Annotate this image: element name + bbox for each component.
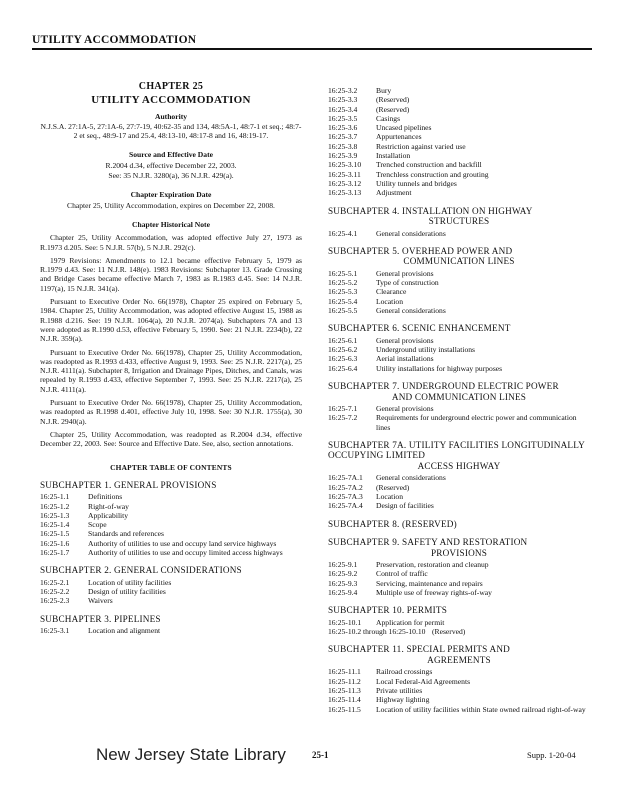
- section-title: Private utilities: [376, 685, 423, 695]
- toc-entry[interactable]: [328, 560, 590, 569]
- section-number: 16:25-6.2: [328, 345, 358, 355]
- section-title: Design of utility facilities: [88, 587, 166, 597]
- section-title: Local Federal-Aid Agreements: [376, 676, 471, 686]
- toc-entry[interactable]: [328, 364, 590, 373]
- source-text-1: R.2004 d.34, effective December 22, 2003.: [105, 160, 237, 170]
- toc-entry[interactable]: [40, 548, 302, 557]
- subchapter-title: SUBCHAPTER 10. PERMITS: [328, 605, 448, 616]
- toc-entry[interactable]: [328, 287, 590, 296]
- section-title: Location: [376, 492, 403, 502]
- section-title: Control of traffic: [376, 569, 428, 579]
- toc-entry[interactable]: [328, 677, 590, 686]
- toc-entry[interactable]: [40, 626, 302, 635]
- section-title: (Reserved): [376, 95, 410, 105]
- section-title: Servicing, maintenance and repairs: [376, 578, 483, 588]
- authority-text: N.J.S.A. 27:1A-5, 27:1A-6, 27:7-19, 40:62-35 and 134, 48:5A-1, 48:7-1 et seq.; 48:7-2 et seq., 48:9-17 and 25.4, 48:13-10, 48:17-8 and 16, 48:19-17.: [40, 121, 302, 141]
- toc-entry[interactable]: [328, 188, 590, 197]
- section-number: 16:25-7A.1: [328, 473, 363, 483]
- section-number: 16:25-9.4: [328, 588, 358, 597]
- subchapter-heading: [328, 246, 590, 267]
- history-notes: [40, 233, 302, 448]
- section-title: Trenched construction and backfill: [376, 160, 482, 170]
- section-number: 16:25-11.1: [328, 667, 361, 677]
- section-number: 16:25-6.1: [328, 335, 358, 345]
- section-title: Type of construction: [376, 278, 439, 288]
- section-title: Requirements for underground electric power and communication lines: [376, 413, 577, 432]
- subchapter-title: SUBCHAPTER 11. SPECIAL PERMITS AND: [328, 644, 510, 655]
- section-number: 16:25-10.1: [328, 617, 362, 627]
- section-title: General considerations: [376, 473, 446, 483]
- section-number: 16:25-6.4: [328, 363, 358, 373]
- subchapter-title: SUBCHAPTER 5. OVERHEAD POWER AND: [328, 245, 513, 256]
- toc-entry[interactable]: [328, 705, 590, 714]
- section-number: 16:25-6.3: [328, 354, 358, 364]
- section-number: 16:25-11.2: [328, 676, 361, 686]
- section-title: Waivers: [88, 596, 113, 606]
- section-number: 16:25-3.11: [328, 169, 361, 179]
- toc-entry[interactable]: [40, 520, 302, 529]
- section-title: Aerial installations: [376, 354, 434, 364]
- expiration-heading: Chapter Expiration Date: [130, 190, 212, 200]
- toc-entry[interactable]: [40, 587, 302, 596]
- history-paragraph: Chapter 25, Utility Accommodation, was readopted as R.2004 d.34, effective December 22, 2003. See: Source and Effective Date. See, also, section annotations.: [40, 429, 302, 449]
- toc-entry[interactable]: [328, 473, 590, 482]
- section-number: 16:25-3.10: [328, 160, 362, 170]
- section-title: Underground utility installations: [376, 345, 475, 355]
- section-title: Restriction against varied use: [376, 141, 466, 151]
- section-number: 16:25-5.4: [328, 296, 358, 306]
- toc-entry[interactable]: [328, 229, 590, 238]
- toc-entry[interactable]: [40, 539, 302, 548]
- subchapter-title: SUBCHAPTER 4. INSTALLATION ON HIGHWAY: [328, 205, 533, 216]
- section-number: 16:25-9.2: [328, 569, 358, 579]
- section-title: Right-of-way: [88, 501, 129, 511]
- history-paragraph: Chapter 25, Utility Accommodation, was adopted effective July 27, 1973 as R.1973 d.205. See: 5 N.J.R. 57(b), 5 N.J.R. 292(c).: [40, 233, 302, 252]
- section-title: (Reserved): [376, 482, 410, 492]
- toc-entry[interactable]: [328, 95, 590, 104]
- section-number: 16:25-4.1: [328, 228, 358, 238]
- section-number: 16:25-3.6: [328, 123, 358, 133]
- section-title: Location of utility facilities within State owned railroad right-of-way: [376, 704, 586, 714]
- section-number: 16:25-5.1: [328, 268, 358, 278]
- section-number: 16:25-1.4: [40, 520, 70, 530]
- section-title: Preservation, restoration and cleanup: [376, 560, 489, 570]
- section-title: Clearance: [376, 287, 407, 297]
- section-title: Standards and references: [88, 529, 164, 539]
- section-number: 16:25-5.2: [328, 278, 358, 288]
- section-number: 16:25-3.2: [328, 86, 358, 95]
- subchapter-title: SUBCHAPTER 6. SCENIC ENHANCEMENT: [328, 323, 511, 334]
- toc-entry[interactable]: [328, 297, 590, 306]
- toc-entry[interactable]: [328, 345, 590, 354]
- subchapter-heading: [328, 537, 590, 558]
- subchapter-title-cont: COMMUNICATION LINES: [403, 256, 515, 267]
- toc-entry[interactable]: [328, 179, 590, 188]
- history-paragraph: Pursuant to Executive Order No. 66(1978), Chapter 25 expired on February 5, 1984. Chapter 25, Utility Accommodation, was adopted effective August 15, 1988 as R.1988 d.216. See: 19 N.J.R. 1064(a), 20 N.J.R. 2074(a). Subchapters 7A and 13 were adopted as R.1990 d.53, effective February 5, 1990. See: 21 N.J.R. 2234(b), 22 N.J.R. 359(a).: [40, 297, 302, 344]
- toc-entry[interactable]: [40, 511, 302, 520]
- section-number: 16:25-3.1: [40, 626, 70, 636]
- section-title: Definitions: [88, 492, 123, 502]
- section-number: 16:25-7A.3: [328, 492, 363, 502]
- toc-entry[interactable]: [328, 160, 590, 169]
- toc-entry[interactable]: [328, 306, 590, 315]
- toc-entry[interactable]: [328, 492, 590, 501]
- section-title: General considerations: [376, 306, 446, 316]
- subchapter-title-cont: PROVISIONS: [430, 547, 488, 558]
- section-number: 16:25-7A.2: [328, 482, 363, 492]
- toc-entry[interactable]: [328, 695, 590, 704]
- page-number: 25-1: [312, 750, 329, 760]
- section-number: 16:25-11.3: [328, 685, 361, 695]
- library-footer: New Jersey State Library: [96, 745, 286, 764]
- toc-entry[interactable]: [328, 667, 590, 676]
- section-title: Authority of utilities to use and occupy land service highways: [88, 538, 277, 548]
- toc-entry[interactable]: [328, 269, 590, 278]
- section-number: 16:25-2.3: [40, 596, 70, 606]
- section-number: 16:25-7.1: [328, 404, 358, 414]
- section-title: Trenchless construction and grouting: [376, 169, 489, 179]
- section-number: 16:25-9.3: [328, 578, 358, 588]
- section-title: General considerations: [376, 228, 446, 238]
- section-title: Uncased pipelines: [376, 123, 432, 133]
- toc-entry[interactable]: [328, 123, 590, 132]
- toc-entry[interactable]: [328, 114, 590, 123]
- section-title: Design of facilities: [376, 501, 434, 511]
- section-number: 16:25-1.2: [40, 501, 70, 511]
- toc-entry[interactable]: [40, 502, 302, 511]
- toc-entry[interactable]: [40, 529, 302, 538]
- subchapter-heading: [328, 206, 590, 227]
- authority-heading: Authority: [154, 111, 188, 121]
- section-number: 16:25-7A.4: [328, 501, 363, 511]
- subchapter-heading: [40, 614, 302, 625]
- section-title: General provisions: [376, 335, 434, 345]
- section-title: Utility installations for highway purposes: [376, 363, 503, 373]
- section-title: Scope: [88, 520, 107, 530]
- section-number: 16:25-11.5: [328, 704, 361, 714]
- subchapter-heading: [328, 519, 590, 530]
- subchapter-title: SUBCHAPTER 7. UNDERGROUND ELECTRIC POWER: [328, 381, 559, 392]
- section-number: 16:25-2.1: [40, 577, 70, 587]
- subchapter-heading: [328, 381, 590, 402]
- toc-entry[interactable]: [328, 278, 590, 287]
- section-title: Location of utility facilities: [88, 577, 172, 587]
- toc-entry[interactable]: [328, 483, 590, 492]
- section-title: Utility tunnels and bridges: [376, 178, 457, 188]
- section-number: 16:25-3.9: [328, 151, 358, 161]
- toc-entry[interactable]: [328, 105, 590, 114]
- toc-entry[interactable]: [328, 404, 590, 413]
- section-title: Appurtenances: [376, 132, 422, 142]
- toc-entry[interactable]: [40, 578, 302, 587]
- section-number: 16:25-1.1: [40, 492, 70, 502]
- subchapter-title: SUBCHAPTER 2. GENERAL CONSIDERATIONS: [40, 565, 242, 576]
- section-number: 16:25-7.2: [328, 413, 358, 423]
- section-number: 16:25-3.3: [328, 95, 358, 105]
- subchapter-title-cont: STRUCTURES: [428, 216, 490, 227]
- section-number: 16:25-9.1: [328, 560, 358, 570]
- toc-entry[interactable]: [328, 627, 590, 636]
- history-heading: Chapter Historical Note: [132, 219, 210, 229]
- section-number: 16:25-3.4: [328, 104, 358, 114]
- section-number: 16:25-2.2: [40, 587, 70, 597]
- history-paragraph: Pursuant to Executive Order No. 66(1978), Chapter 25, Utility Accommodation, was readopted as R.1998 d.401, effective July 10, 1998. See: 30 N.J.R. 1755(a), 30 N.J.R. 2940(a).: [40, 398, 302, 426]
- section-title: Adjustment: [376, 188, 412, 198]
- subchapter-title-cont: AGREEMENTS: [427, 654, 491, 665]
- source-text-2: See: 35 N.J.R. 3280(a), 36 N.J.R. 429(a).: [108, 171, 234, 181]
- subchapter-title: SUBCHAPTER 7A. UTILITY FACILITIES LONGITUDINALLY OCCUPYING LIMITED: [328, 439, 585, 461]
- section-title: Application for permit: [376, 617, 445, 627]
- toc-entry[interactable]: [328, 501, 590, 510]
- section-number: 16:25-3.13: [328, 188, 362, 198]
- section-number: 16:25-5.5: [328, 306, 358, 316]
- source-heading: Source and Effective Date: [128, 150, 213, 160]
- section-number: 16:25-1.5: [40, 529, 70, 539]
- section-number: 16:25-3.5: [328, 113, 358, 123]
- section-title: Bury: [376, 86, 392, 95]
- section-title: Location: [376, 296, 403, 306]
- section-number: 16:25-3.7: [328, 132, 358, 142]
- right-column: [328, 86, 590, 714]
- toc-entry[interactable]: [328, 142, 590, 151]
- toc-entry[interactable]: [328, 86, 590, 95]
- toc-entry[interactable]: [328, 569, 590, 578]
- running-head: UTILITY ACCOMMODATION: [32, 34, 592, 50]
- expiration-text: Chapter 25, Utility Accommodation, expires on December 22, 2008.: [67, 200, 275, 210]
- toc-entry[interactable]: [40, 492, 302, 501]
- section-number: 16:25-1.6: [40, 538, 70, 548]
- section-title: Applicability: [88, 510, 129, 520]
- toc-entry[interactable]: [328, 151, 590, 160]
- section-number: 16:25-3.8: [328, 141, 358, 151]
- subchapter-title-cont: AND COMMUNICATION LINES: [391, 391, 527, 402]
- history-paragraph: Pursuant to Executive Order No. 66(1978), Chapter 25, Utility Accommodation, was readopted as R.1993 d.433, effective August 9, 1993. See: 25 N.J.R. 2217(a), 25 N.J.R. 4111(a). Subchapter 8, Irrigation and Drainage Pipes, Ditches, and Canals, was repealed by R.1993 d.433, effective September 7, 1993. See: 25 N.J.R. 2217(a), 25 N.J.R. 4111(a).: [40, 347, 302, 394]
- chapter-title: UTILITY ACCOMMODATION: [91, 94, 251, 107]
- subchapter-title: SUBCHAPTER 1. GENERAL PROVISIONS: [40, 479, 217, 490]
- section-title: (Reserved): [376, 104, 410, 114]
- toc-left: [40, 480, 302, 636]
- toc-entry[interactable]: [40, 596, 302, 605]
- section-title: Multiple use of freeway rights-of-way: [376, 588, 492, 597]
- toc-entry[interactable]: [328, 336, 590, 345]
- subchapter-heading: [328, 323, 590, 334]
- left-column: [40, 60, 302, 636]
- toc-entry[interactable]: [328, 170, 590, 179]
- subchapter-heading: [40, 480, 302, 491]
- section-title: General provisions: [376, 404, 434, 414]
- toc-entry[interactable]: [328, 354, 590, 363]
- toc-entry[interactable]: [328, 413, 590, 432]
- toc-heading: CHAPTER TABLE OF CONTENTS: [110, 462, 232, 472]
- toc-entry[interactable]: [328, 686, 590, 695]
- history-paragraph: 1979 Revisions: Amendments to 12.1 became effective February 5, 1979 as R.1979 d.43. See: 11 N.J.R. 148(e). 1983 Revisions: Subchapter 13. Grade Crossing and Bridge Cases became effective March 7, 1983 as R.1983 d.45. See: 14 N.J.R. 1197(a), 15 N.J.R. 341(a).: [40, 255, 302, 293]
- subchapter-heading: [328, 605, 590, 616]
- toc-right: [328, 86, 590, 714]
- section-title: Installation: [376, 151, 411, 161]
- toc-entry[interactable]: [328, 618, 590, 627]
- section-number: 16:25-1.3: [40, 510, 70, 520]
- section-number: 16:25-11.4: [328, 695, 361, 705]
- section-title: (Reserved): [432, 627, 466, 637]
- subchapter-title: SUBCHAPTER 9. SAFETY AND RESTORATION: [328, 537, 528, 548]
- section-number: 16:25-10.2 through 16:25-10.10: [328, 627, 426, 637]
- section-number: 16:25-5.3: [328, 287, 358, 297]
- section-title: Authority of utilities to use and occupy limited access highways: [88, 548, 283, 558]
- subchapter-heading: [328, 644, 590, 665]
- section-title: Location and alignment: [88, 626, 161, 636]
- section-title: General provisions: [376, 268, 434, 278]
- subchapter-title-cont: ACCESS HIGHWAY: [417, 460, 501, 471]
- section-title: Railroad crossings: [376, 667, 433, 677]
- subchapter-title: SUBCHAPTER 8. (RESERVED): [328, 518, 457, 529]
- toc-entry[interactable]: [328, 579, 590, 588]
- chapter-number: CHAPTER 25: [138, 81, 204, 92]
- subchapter-heading: [40, 565, 302, 576]
- section-title: Casings: [376, 113, 401, 123]
- section-number: 16:25-1.7: [40, 548, 70, 558]
- supplement-date: Supp. 1-20-04: [527, 750, 576, 760]
- toc-entry[interactable]: [328, 132, 590, 141]
- section-title: Highway lighting: [376, 695, 430, 705]
- subchapter-heading: [328, 440, 590, 472]
- toc-entry[interactable]: [328, 588, 590, 597]
- subchapter-title: SUBCHAPTER 3. PIPELINES: [40, 613, 161, 624]
- section-number: 16:25-3.12: [328, 178, 362, 188]
